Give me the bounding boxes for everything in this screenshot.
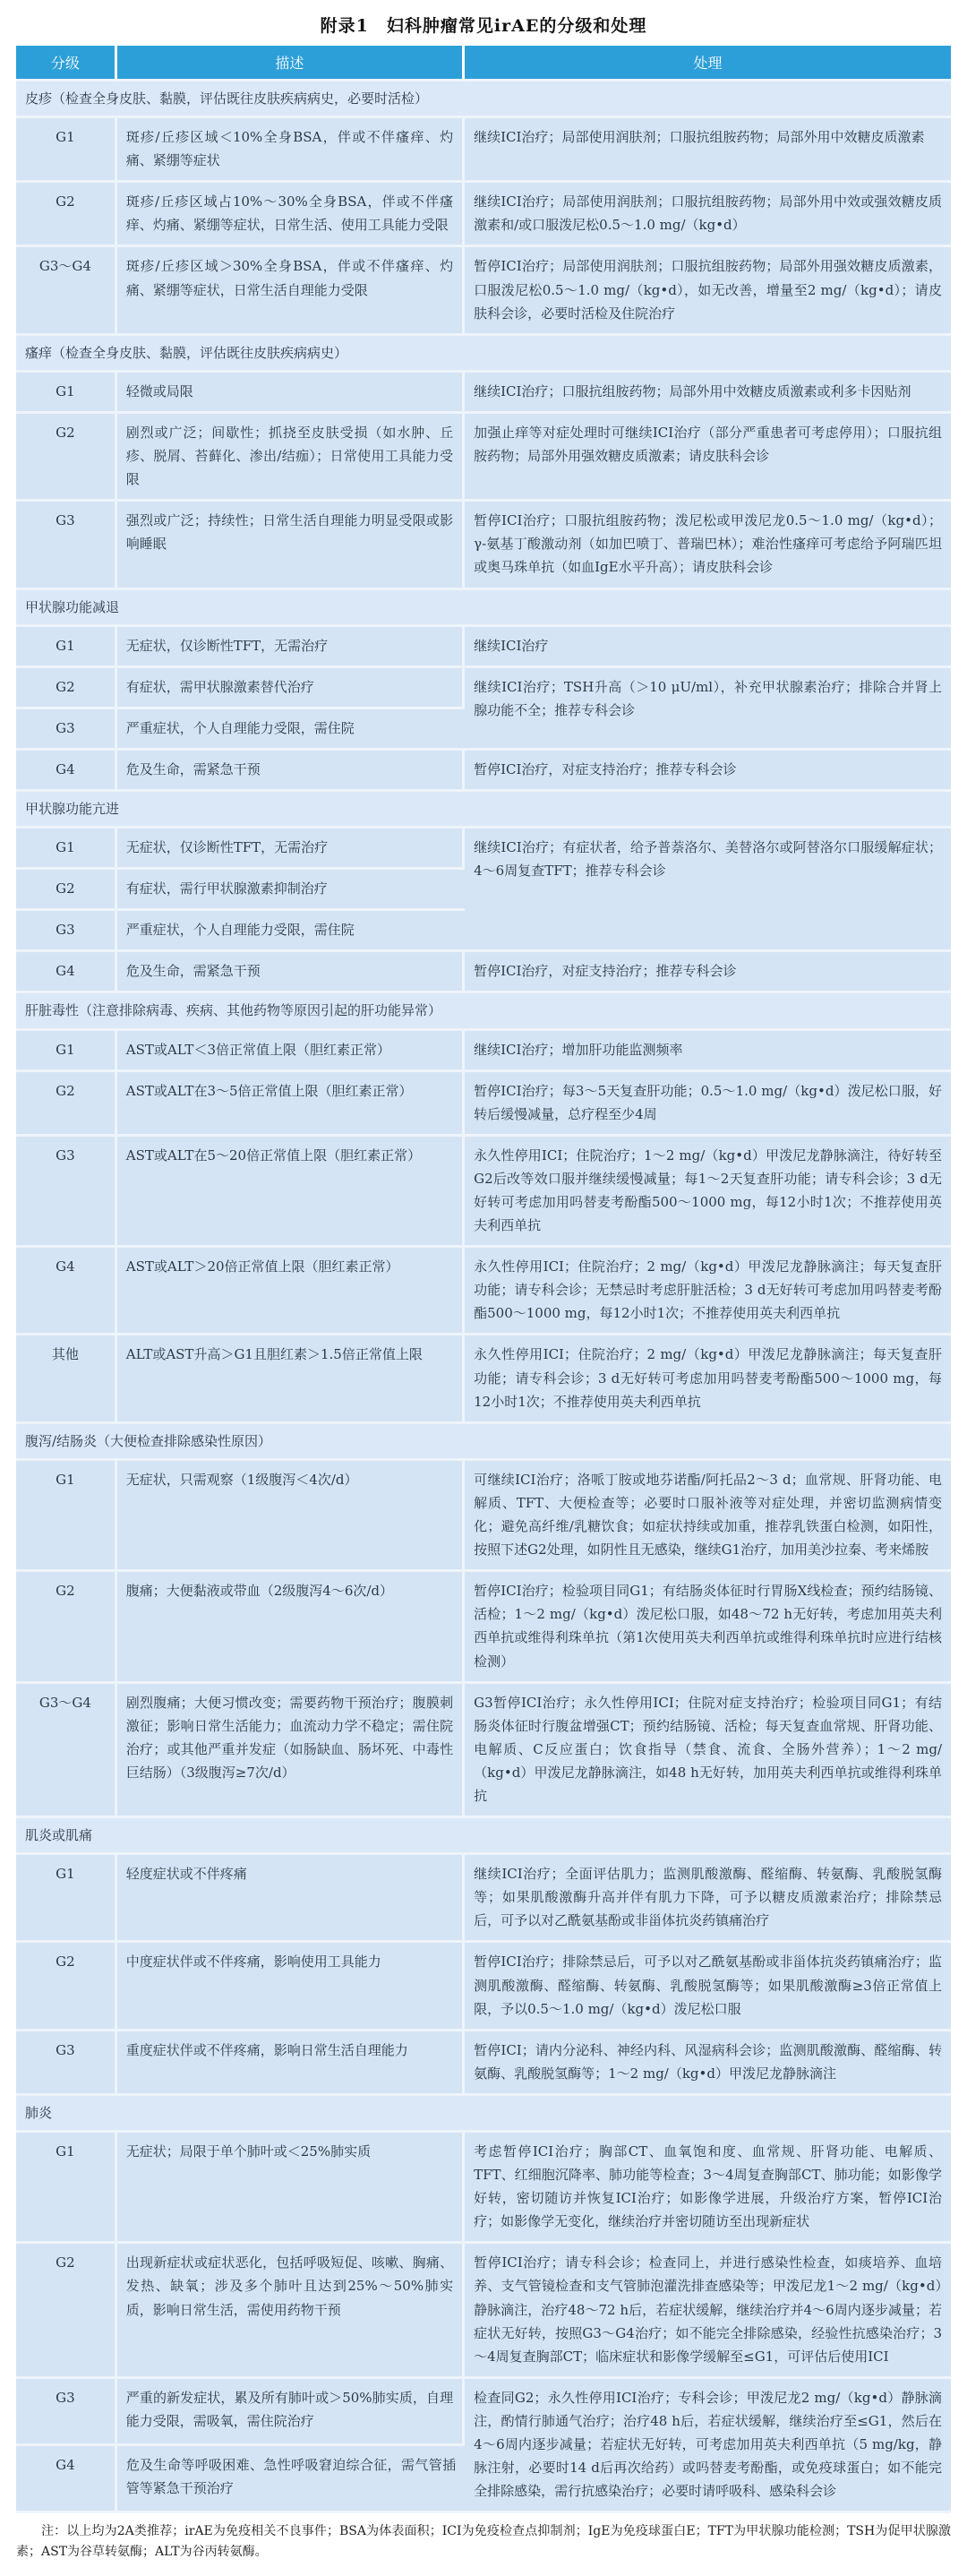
table-row bbox=[16, 1137, 951, 1248]
table-row bbox=[16, 247, 951, 335]
treatment-cell: 永久性停用ICI；住院治疗；2 mg/（kg•d）甲泼尼龙静脉滴注；每天复查肝功能；请专科会诊；无禁忌时考虑肝脏活检；3 d无好转可考虑加用吗替麦考酚酯500～1000 mg，每12小时1次；不推荐使用英夫利西单抗 bbox=[465, 1248, 951, 1335]
treatment-cell: 暂停ICI治疗；每3～5天复查肝功能；0.5～1.0 mg/（kg•d）泼尼松口服，好转后缓慢减量，总疗程至少4周 bbox=[465, 1072, 951, 1137]
treatment-cell-merged: 继续ICI治疗；有症状者，给予普萘洛尔、美替洛尔或阿替洛尔口服缓解症状；4～6周复查TFT；推荐专科会诊 bbox=[465, 829, 951, 952]
section-row-hyperthyroidism bbox=[16, 792, 951, 829]
description-cell: 剧烈腹痛；大便习惯改变；需要药物干预治疗；腹膜刺激征；影响日常生活能力；血流动力学不稳定；需住院治疗；或其他严重并发症（如肠缺血、肠坏死、中毒性巨结肠）（3级腹泻≥7次/d） bbox=[117, 1684, 465, 1818]
table-row bbox=[16, 627, 951, 668]
treatment-cell: 继续ICI治疗；增加肝功能监测频率 bbox=[465, 1031, 951, 1072]
section-row-pneumonitis bbox=[16, 2096, 951, 2133]
section-title: 肌炎或肌痛 bbox=[16, 1818, 951, 1855]
treatment-cell: 永久性停用ICI；住院治疗；2 mg/（kg•d）甲泼尼龙静脉滴注；每天复查肝功能；请专科会诊；3 d无好转可考虑加用吗替麦考酚酯500～1000 mg，每12小时1次；不推荐使用英夫利西单抗 bbox=[465, 1335, 951, 1423]
table-row bbox=[16, 1072, 951, 1137]
section-row-myositis-myalgia bbox=[16, 1818, 951, 1855]
grade-cell: G1 bbox=[16, 829, 117, 870]
table-row bbox=[16, 2244, 951, 2378]
section-title: 甲状腺功能亢进 bbox=[16, 792, 951, 829]
treatment-cell: 暂停ICI治疗；排除禁忌后，可予以对乙酰氨基酚或非甾体抗炎药镇痛治疗；监测肌酸激酶、醛缩酶、转氨酶、乳酸脱氢酶等；如果肌酸激酶≥3倍正常值上限，予以0.5～1.0 mg/（kg•d）泼尼松口服 bbox=[465, 1943, 951, 2031]
treatment-cell: 暂停ICI治疗，对症支持治疗；推荐专科会诊 bbox=[465, 952, 951, 993]
description-cell: 重度症状伴或不伴疼痛，影响日常生活自理能力 bbox=[117, 2031, 465, 2096]
table-row bbox=[16, 1335, 951, 1423]
description-cell: AST或ALT在5～20倍正常值上限（胆红素正常） bbox=[117, 1137, 465, 1248]
treatment-cell: G3暂停ICI治疗；永久性停用ICI；住院对症支持治疗；检验项目同G1；有结肠炎体征时行腹盆增强CT；预约结肠镜、活检；每天复查血常规、肝肾功能、电解质、C反应蛋白；饮食指导（禁食、流食、全肠外营养）；1～2 mg/（kg•d）甲泼尼龙静脉滴注，如48 h无好转，加用英夫利西单抗或维得利珠单抗 bbox=[465, 1684, 951, 1818]
section-row-rash bbox=[16, 82, 951, 118]
grade-cell: G3 bbox=[16, 2031, 117, 2096]
grade-cell: G4 bbox=[16, 952, 117, 993]
table-row bbox=[16, 1248, 951, 1335]
treatment-cell: 暂停ICI治疗；检验项目同G1；有结肠炎体征时行胃肠X线检查；预约结肠镜、活检；1～2 mg/（kg•d）泼尼松口服，如48～72 h无好转，考虑加用英夫利西单抗或维得利珠单抗（第1次使用英夫利西单抗或维得利珠单抗时应进行结核检测） bbox=[465, 1572, 951, 1683]
grade-cell: G2 bbox=[16, 2244, 117, 2378]
grade-cell: G1 bbox=[16, 627, 117, 668]
col-header-treatment: 处理 bbox=[465, 46, 951, 82]
description-cell: 危及生命，需紧急干预 bbox=[117, 952, 465, 993]
treatment-cell: 永久性停用ICI；住院治疗；1～2 mg/（kg•d）甲泼尼龙静脉滴注，待好转至G2后改等效口服并继续缓慢减量；每1～2天复查肝功能；请专科会诊；3 d无好转可考虑加用吗替麦考酚酯500～1000 mg，每12小时1次；不推荐使用英夫利西单抗 bbox=[465, 1137, 951, 1248]
table-row bbox=[16, 1684, 951, 1818]
section-title: 甲状腺功能减退 bbox=[16, 590, 951, 627]
grade-cell: G2 bbox=[16, 1943, 117, 2031]
description-cell: 严重的新发症状，累及所有肺叶或＞50%肺实质，自理能力受限，需吸氧，需住院治疗 bbox=[117, 2379, 465, 2446]
section-title: 瘙痒（检查全身皮肤、黏膜，评估既往皮肤疾病病史） bbox=[16, 336, 951, 373]
table-row bbox=[16, 118, 951, 183]
table-row bbox=[16, 668, 951, 709]
page-title: 附录1 妇科肿瘤常见irAE的分级和处理 bbox=[320, 16, 647, 36]
grade-cell: G3 bbox=[16, 2379, 117, 2446]
section-title: 腹泻/结肠炎（大便检查排除感染性原因） bbox=[16, 1424, 951, 1461]
description-cell: AST或ALT＞20倍正常值上限（胆红素正常） bbox=[117, 1248, 465, 1335]
description-cell: 无症状，仅诊断性TFT，无需治疗 bbox=[117, 627, 465, 668]
table-row bbox=[16, 2379, 951, 2446]
description-cell: 轻度症状或不伴疼痛 bbox=[117, 1855, 465, 1943]
section-row-hypothyroidism bbox=[16, 590, 951, 627]
treatment-cell: 暂停ICI；请内分泌科、神经内科、风湿病科会诊；监测肌酸激酶、醛缩酶、转氨酶、乳酸脱氢酶等；1～2 mg/（kg•d）甲泼尼龙静脉滴注 bbox=[465, 2031, 951, 2096]
table-row bbox=[16, 373, 951, 414]
grade-cell: G3 bbox=[16, 709, 117, 751]
grade-cell: G2 bbox=[16, 414, 117, 502]
description-cell: 中度症状伴或不伴疼痛，影响使用工具能力 bbox=[117, 1943, 465, 2031]
section-title: 肺炎 bbox=[16, 2096, 951, 2133]
treatment-cell: 暂停ICI治疗，对症支持治疗；推荐专科会诊 bbox=[465, 751, 951, 792]
irae-grading-table bbox=[16, 46, 951, 2513]
description-cell: 腹痛；大便黏液或带血（2级腹泻4～6次/d） bbox=[117, 1572, 465, 1683]
treatment-cell: 暂停ICI治疗；请专科会诊；检查同上，并进行感染性检查，如痰培养、血培养、支气管镜检查和支气管肺泡灌洗排查感染等；甲泼尼龙1～2 mg/（kg•d）静脉滴注，治疗48～72 h后，若症状缓解，继续治疗并4～6周内逐步减量；若症状无好转，按照G3～G4治疗；如不能完全排除感染，经验性抗感染治疗；3～4周复查胸部CT；临床症状和影像学缓解至≤G1，可评估后使用ICI bbox=[465, 2244, 951, 2378]
description-cell: 有症状，需行甲状腺激素抑制治疗 bbox=[117, 870, 465, 911]
treatment-cell: 继续ICI治疗 bbox=[465, 627, 951, 668]
treatment-cell: 暂停ICI治疗；口服抗组胺药物；泼尼松或甲泼尼龙0.5～1.0 mg/（kg•d）；γ-氨基丁酸激动剂（如加巴喷丁、普瑞巴林）；难治性瘙痒可考虑给予阿瑞匹坦或奥马珠单抗（如血IgE水平升高）；请皮肤科会诊 bbox=[465, 502, 951, 589]
table-row bbox=[16, 2133, 951, 2244]
description-cell: ALT或AST升高＞G1且胆红素＞1.5倍正常值上限 bbox=[117, 1335, 465, 1423]
section-row-diarrhea-colitis bbox=[16, 1424, 951, 1461]
table-row bbox=[16, 952, 951, 993]
description-cell: 剧烈或广泛；间歇性；抓挠至皮肤受损（如水肿、丘疹、脱屑、苔藓化、渗出/结痂）；日常使用工具能力受限 bbox=[117, 414, 465, 502]
footnote: 注：以上均为2A类推荐；irAE为免疫相关不良事件；BSA为体表面积；ICI为免疫检查点抑制剂；IgE为免疫球蛋白E；TFT为甲状腺功能检测；TSH为促甲状腺激素；AST为谷草转氨酶；ALT为谷丙转氨酶。 bbox=[16, 2524, 951, 2560]
treatment-cell: 可继续ICI治疗；洛哌丁胺或地芬诺酯/阿托品2～3 d；血常规、肝肾功能、电解质、TFT、大便检查等；必要时口服补液等对症处理，并密切监测病情变化；避免高纤维/乳糖饮食；如症状持续或加重，推荐乳铁蛋白检测，如阳性，按照下述G2处理，如阴性且无感染，继续G1治疗，加用美沙拉秦、考来烯胺 bbox=[465, 1461, 951, 1572]
col-header-description: 描述 bbox=[117, 46, 465, 82]
grade-cell: G2 bbox=[16, 183, 117, 247]
grade-cell: G2 bbox=[16, 668, 117, 709]
description-cell: 无症状，仅诊断性TFT，无需治疗 bbox=[117, 829, 465, 870]
grade-cell: G4 bbox=[16, 1248, 117, 1335]
grade-cell: G2 bbox=[16, 1072, 117, 1137]
grade-cell: G1 bbox=[16, 118, 117, 183]
header-row bbox=[16, 46, 951, 82]
description-cell: 出现新症状或症状恶化，包括呼吸短促、咳嗽、胸痛、发热、缺氧；涉及多个肺叶且达到25%～50%肺实质，影响日常生活，需使用药物干预 bbox=[117, 2244, 465, 2378]
description-cell: 有症状，需甲状腺激素替代治疗 bbox=[117, 668, 465, 709]
description-cell: AST或ALT＜3倍正常值上限（胆红素正常） bbox=[117, 1031, 465, 1072]
description-cell: 斑疹/丘疹区域＜10%全身BSA，伴或不伴瘙痒、灼痛、紧绷等症状 bbox=[117, 118, 465, 183]
treatment-cell-merged: 继续ICI治疗；TSH升高（＞10 μU/ml），补充甲状腺素治疗；排除合并肾上腺功能不全；推荐专科会诊 bbox=[465, 668, 951, 751]
treatment-cell: 继续ICI治疗；口服抗组胺药物；局部外用中效糖皮质激素或利多卡因贴剂 bbox=[465, 373, 951, 414]
description-cell: 严重症状，个人自理能力受限，需住院 bbox=[117, 911, 465, 952]
treatment-cell: 暂停ICI治疗；局部使用润肤剂；口服抗组胺药物；局部外用强效糖皮质激素，口服泼尼松0.5～1.0 mg/（kg•d），如无改善，增量至2 mg/（kg•d）；请皮肤科会诊，必要时活检及住院治疗 bbox=[465, 247, 951, 335]
table-row bbox=[16, 502, 951, 589]
description-cell: 无症状；局限于单个肺叶或＜25%肺实质 bbox=[117, 2133, 465, 2244]
description-cell: 轻微或局限 bbox=[117, 373, 465, 414]
description-cell: 危及生命，需紧急干预 bbox=[117, 751, 465, 792]
treatment-cell: 继续ICI治疗；全面评估肌力；监测肌酸激酶、醛缩酶、转氨酶、乳酸脱氢酶等；如果肌酸激酶升高并伴有肌力下降，可予以糖皮质激素治疗；排除禁忌后，可予以对乙酰氨基酚或非甾体抗炎药镇痛治疗 bbox=[465, 1855, 951, 1943]
table-row bbox=[16, 183, 951, 247]
grade-cell: G4 bbox=[16, 751, 117, 792]
section-title: 皮疹（检查全身皮肤、黏膜，评估既往皮肤疾病病史，必要时活检） bbox=[16, 82, 951, 118]
treatment-cell: 继续ICI治疗；局部使用润肤剂；口服抗组胺药物；局部外用中效糖皮质激素 bbox=[465, 118, 951, 183]
grade-cell: G2 bbox=[16, 870, 117, 911]
grade-cell: G3 bbox=[16, 502, 117, 589]
table-row bbox=[16, 2031, 951, 2096]
description-cell: 无症状，只需观察（1级腹泻＜4次/d） bbox=[117, 1461, 465, 1572]
treatment-cell: 继续ICI治疗；局部使用润肤剂；口服抗组胺药物；局部外用中效或强效糖皮质激素和/或口服泼尼松0.5～1.0 mg/（kg•d） bbox=[465, 183, 951, 247]
description-cell: 危及生命等呼吸困难、急性呼吸窘迫综合征，需气管插管等紧急干预治疗 bbox=[117, 2446, 465, 2513]
section-title: 肝脏毒性（注意排除病毒、疾病、其他药物等原因引起的肝功能异常） bbox=[16, 993, 951, 1030]
table-row bbox=[16, 1572, 951, 1683]
table-row bbox=[16, 751, 951, 792]
grade-cell: G1 bbox=[16, 2133, 117, 2244]
table-row bbox=[16, 1855, 951, 1943]
col-header-grade: 分级 bbox=[16, 46, 117, 82]
description-cell: AST或ALT在3～5倍正常值上限（胆红素正常） bbox=[117, 1072, 465, 1137]
section-row-hepatotoxicity bbox=[16, 993, 951, 1030]
grade-cell: G2 bbox=[16, 1572, 117, 1683]
grade-cell: G3 bbox=[16, 1137, 117, 1248]
grade-cell: G1 bbox=[16, 373, 117, 414]
table-row bbox=[16, 829, 951, 870]
grade-cell: G3～G4 bbox=[16, 1684, 117, 1818]
grade-cell: G1 bbox=[16, 1031, 117, 1072]
table-row bbox=[16, 414, 951, 502]
grade-cell: G3 bbox=[16, 911, 117, 952]
description-cell: 严重症状，个人自理能力受限，需住院 bbox=[117, 709, 465, 751]
grade-cell: 其他 bbox=[16, 1335, 117, 1423]
table-row bbox=[16, 1461, 951, 1572]
section-row-pruritus bbox=[16, 336, 951, 373]
grade-cell: G4 bbox=[16, 2446, 117, 2513]
description-cell: 强烈或广泛；持续性；日常生活自理能力明显受限或影响睡眠 bbox=[117, 502, 465, 589]
treatment-cell: 加强止痒等对症处理时可继续ICI治疗（部分严重患者可考虑停用）；口服抗组胺药物；局部外用强效糖皮质激素；请皮肤科会诊 bbox=[465, 414, 951, 502]
table-row bbox=[16, 1943, 951, 2031]
grade-cell: G1 bbox=[16, 1855, 117, 1943]
description-cell: 斑疹/丘疹区域占10%～30%全身BSA，伴或不伴瘙痒、灼痛、紧绷等症状，日常生活、使用工具能力受限 bbox=[117, 183, 465, 247]
grade-cell: G1 bbox=[16, 1461, 117, 1572]
table-row bbox=[16, 1031, 951, 1072]
treatment-cell-merged: 检查同G2；永久性停用ICI治疗；专科会诊；甲泼尼龙2 mg/（kg•d）静脉滴注，酌情行肺通气治疗；治疗48 h后，若症状缓解，继续治疗至≤G1，然后在4～6周内逐步减量；若症状无好转，可考虑加用英夫利西单抗（5 mg/kg，静脉注射，必要时14 d后再次给药）或吗替麦考酚酯，或免疫球蛋白；如不能完全排除感染，需行抗感染治疗；必要时请呼吸科、感染科会诊 bbox=[465, 2379, 951, 2513]
description-cell: 斑疹/丘疹区域＞30%全身BSA，伴或不伴瘙痒、灼痛、紧绷等症状，日常生活自理能力受限 bbox=[117, 247, 465, 335]
treatment-cell: 考虑暂停ICI治疗；胸部CT、血氧饱和度、血常规、肝肾功能、电解质、TFT、红细胞沉降率、肺功能等检查；3～4周复查胸部CT、肺功能；如影像学好转，密切随访并恢复ICI治疗；如影像学进展，升级治疗方案，暂停ICI治疗；如影像学无变化，继续治疗并密切随访至出现新症状 bbox=[465, 2133, 951, 2244]
grade-cell: G3～G4 bbox=[16, 247, 117, 335]
